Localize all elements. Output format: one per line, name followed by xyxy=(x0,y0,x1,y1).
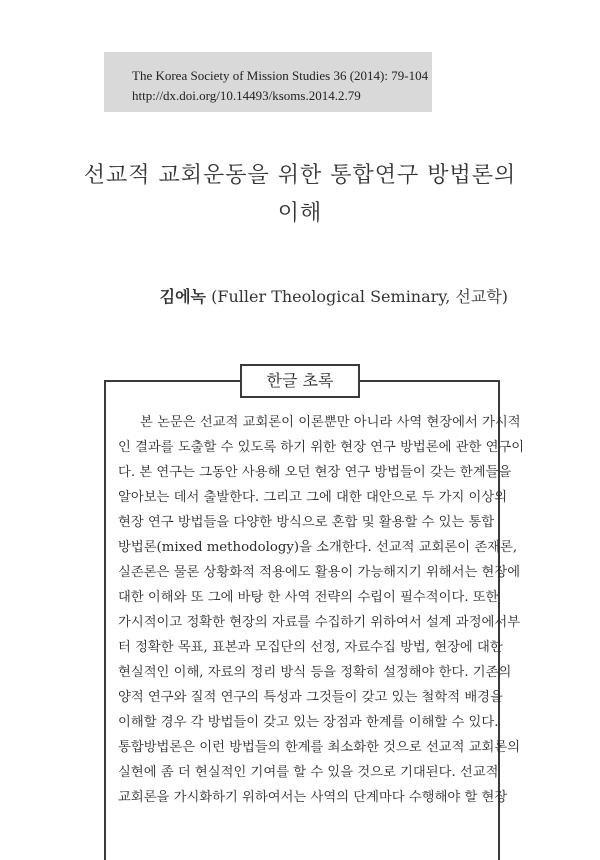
abstract-line: 알아보는 데서 출발한다. 그리고 그에 대한 대안으로 두 가지 이상의 xyxy=(118,490,508,505)
abstract-line: 방법론(mixed methodology)을 소개한다. 선교적 교회론이 존재론, xyxy=(118,540,518,555)
author-line xyxy=(160,284,508,307)
abstract-line: 본 논문은 선교적 교회론이 이론뿐만 아니라 사역 현장에서 가시적 xyxy=(140,415,521,430)
abstract-line: 통합방법론은 이런 방법들의 한계를 최소화한 것으로 선교적 교회론의 xyxy=(118,740,521,755)
abstract-line: 실현에 좀 더 현실적인 기여를 할 수 있을 것으로 기대된다. 선교적 xyxy=(118,765,499,780)
abstract-line: 인 결과를 도출할 수 있도록 하기 위한 현장 연구 방법론에 관한 연구이 xyxy=(118,440,525,455)
abstract-line: 실존론은 물론 상황화적 적용에도 활용이 가능해지기 위해서는 현장에 xyxy=(118,565,521,580)
doi-link[interactable]: http://dx.doi.org/10.14493/ksoms.2014.2.79 xyxy=(132,88,361,103)
abstract-heading: 한글 초록 xyxy=(240,364,360,398)
abstract-line: 현장 연구 방법들을 다양한 방식으로 혼합 및 활용할 수 있는 통합 xyxy=(118,515,495,530)
paper-title-line-2: 이해 xyxy=(277,201,323,226)
abstract-line: 양적 연구와 질적 연구의 특성과 그것들이 갖고 있는 철학적 배경을 xyxy=(118,690,503,705)
journal-citation: The Korea Society of Mission Studies 36 (2014): 79-104 xyxy=(132,68,429,83)
paper-title-line-1: 선교적 교회운동을 위한 통합연구 방법론의 xyxy=(83,163,517,188)
abstract-line: 현실적인 이해, 자료의 정리 방식 등을 정확히 설정해야 한다. 기존의 xyxy=(118,665,512,680)
abstract-line: 이해할 경우 각 방법들이 갖고 있는 장점과 한계를 이해할 수 있다. xyxy=(118,715,499,730)
abstract-body xyxy=(118,410,525,810)
author-affiliation: (Fuller Theological Seminary, 선교학) xyxy=(211,287,508,306)
abstract-line: 대한 이해와 또 그에 바탕 한 사역 전략의 수립이 필수적이다. 또한 xyxy=(118,590,499,605)
author-name: 김에녹 xyxy=(159,287,207,306)
abstract-line: 가시적이고 정확한 현장의 자료를 수집하기 위하여서 설계 과정에서부 xyxy=(118,615,521,630)
abstract-line: 다. 본 연구는 그동안 사용해 오던 현장 연구 방법들이 갖는 한계들을 xyxy=(118,465,512,480)
abstract-line: 터 정확한 목표, 표본과 모집단의 선정, 자료수집 방법, 현장에 대한 xyxy=(118,640,503,655)
journal-header-box xyxy=(104,52,432,112)
abstract-line: 교회론을 가시화하기 위하여서는 사역의 단계마다 수행해야 할 현장 xyxy=(118,790,508,805)
